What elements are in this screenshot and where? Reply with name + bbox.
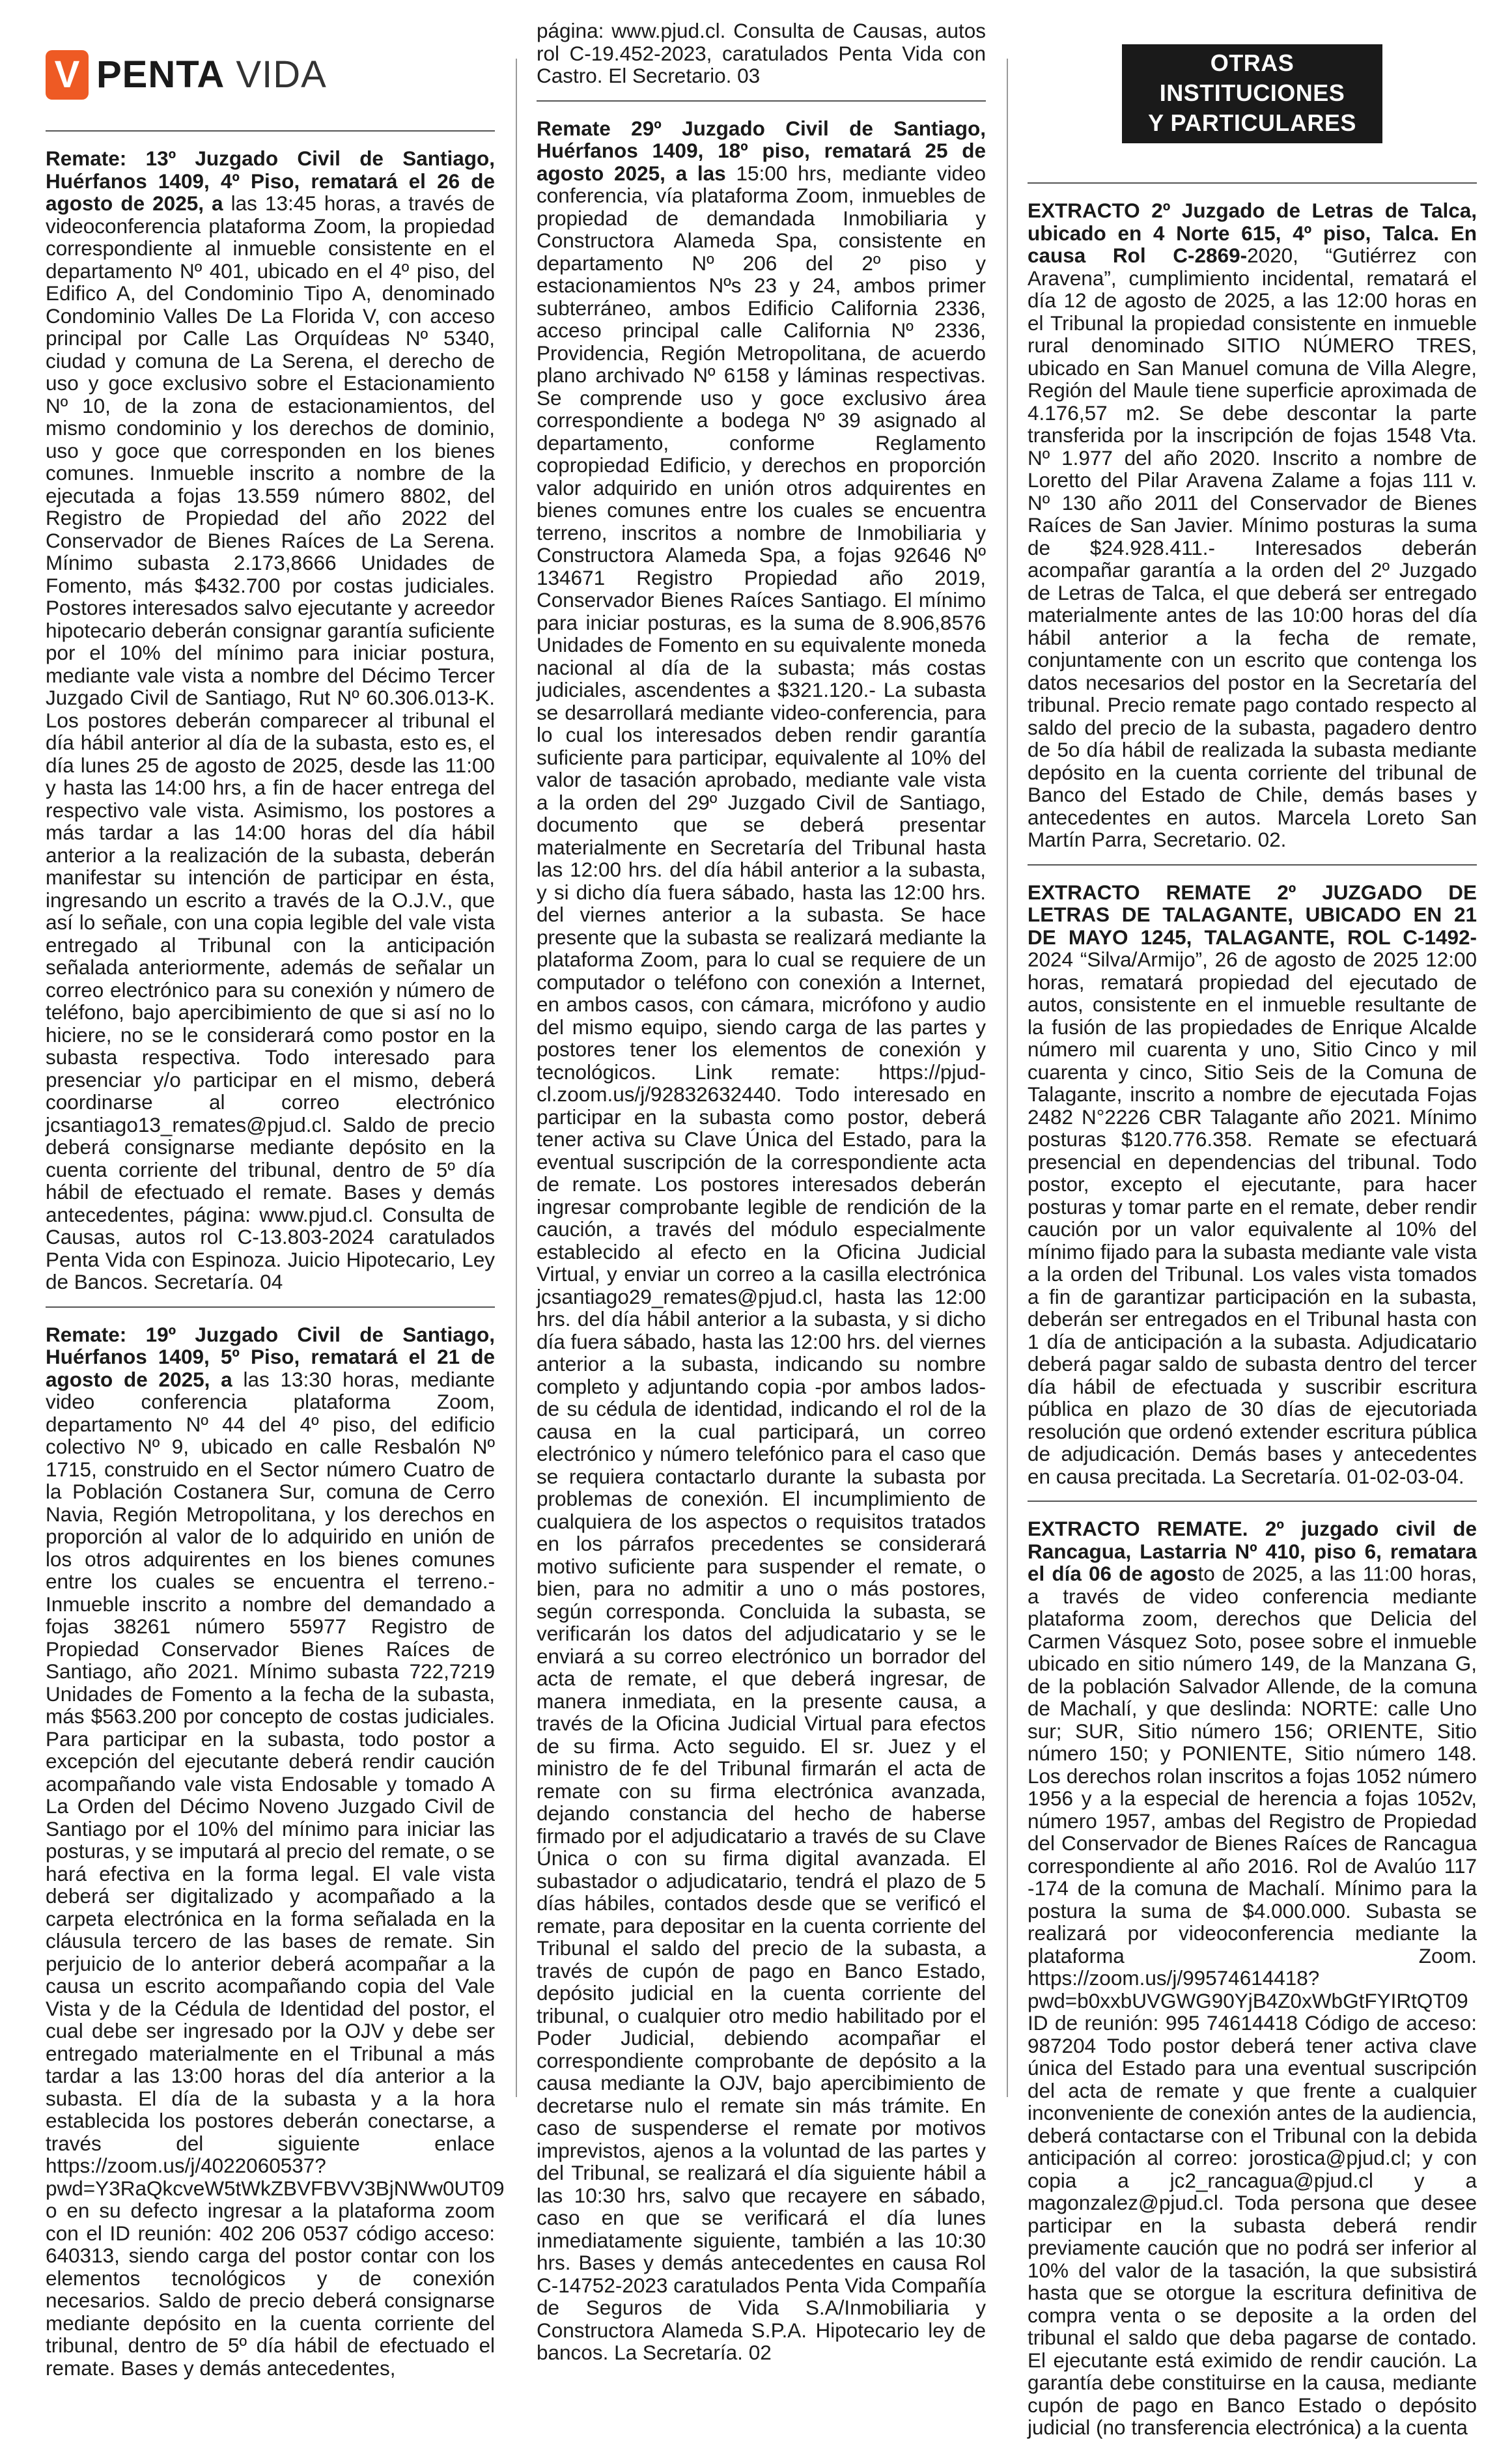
logo-wordmark: PENTA VIDA	[96, 53, 327, 96]
separator	[46, 1306, 495, 1308]
notice-remate-19-juzgado: Remate: 19º Juzgado Civil de Santiago, Huérfanos 1409, 5º Piso, rematará el 21 de agosto de 2025, a las 13:30 horas, mediante video conferencia plataforma Zoom, departamento Nº 44 del 4º piso, del edificio colectivo Nº 9, ubicado en calle Resbalón Nº 1715, construido en el Sector número Cuatro de la Población Costanera Sur, comuna de Cerro Navia, Región Metropolitana, y los derechos en proporción al valor de lo adquirido en unión de los otros adquirentes en los bienes comunes entre los cuales se encuentra el terreno.- Inmueble inscrito a nombre del demandado a fojas 38261 número 55977 Registro de Propiedad Conservador Bienes Raíces de Santiago, año 2021. Mínimo subasta 722,7219 Unidades de Fomento a la fecha de la subasta, más $563.200 por concepto de costas judiciales. Para participar en la subasta, todo postor a excepción del ejecutante deberá rendir caución acompañando vale vista Endosable y tomado A La Orden del Décimo Noveno Juzgado Civil de Santiago por el 10% del mínimo para iniciar las posturas, y se imputará al precio del remate, o se hará efectiva en la forma legal. El vale vista deberá ser digitalizado y acompañado a la carpeta electrónica en la forma señalada en la cláusula tercero de las bases de remate. Sin perjuicio de lo anterior deberá acompañar a la causa un escrito acompañando copia del Vale Vista y de la Cédula de Identidad del postor, el cual debe ser ingresado por la OJV y debe ser entregado materialmente en el Tribunal a más tardar a las 13:00 horas del día anterior a la subasta. El día de la subasta y a la hora establecida los postores deberán conectarse, a través del siguiente enlace https://zoom.us/j/4022060537?pwd=Y3RaQkcveW5tWkZBVFBVV3BjNWw0UT09 o en su defecto ingresar a la plataforma zoom con el ID reunión: 402 206 0537 código acceso: 640313, siendo carga del postor contar con los elementos tecnológicos y de conexión necesarios. Saldo de precio deberá consignarse mediante depósito en la cuenta corriente del tribunal, dentro de 5º día hábil de efectuado el remate. Bases y demás antecedentes,	[46, 1322, 505, 2380]
column-1	[46, 20, 505, 2380]
separator	[1028, 182, 1477, 184]
separator	[1028, 864, 1477, 866]
newspaper-page	[46, 19, 1477, 2439]
penta-vida-logo	[46, 46, 495, 104]
logo-v-icon: V	[46, 50, 89, 100]
notice-extracto-rancagua: EXTRACTO REMATE. 2º juzgado civil de Rancagua, Lastarria Nº 410, piso 6, rematara el día 06 de agosto de 2025, a las 11:00 horas, a través de video conferencia mediante plataforma zoom, derechos que Delicia del Carmen Vásquez Soto, posee sobre el inmueble ubicado en sitio número 149, de la Manzana G, de la población Salvador Allende, de la comuna de Machalí, y que deslinda: NORTE: calle Uno sur; SUR, Sitio número 156; ORIENTE, Sitio número 150; y PONIENTE, Sitio número 148. Los derechos rolan inscritos a fojas 1052 número 1956 y a la especial de herencia a fojas 1052v, número 1957, ambas del Registro de Propiedad del Conservador de Bienes Raíces de Rancagua correspondiente al año 2016. Rol de Avalúo 117 -174 de la comuna de Machalí. Mínimo para la postura la suma de $4.000.000. Subasta se realizará por videoconferencia mediante la plataforma Zoom. https://zoom.us/j/99574614418?pwd=b0xxbUVGWG90YjB4Z0xWbGtFYIRtQT09 ID de reunión: 995 74614418 Código de acceso: 987204 Todo postor deberá tener activa clave única del Estado para una eventual suscripción del acta de remate y que frente a cualquier inconveniente de conexión antes de la audiencia, deberá contactarse con el Tribunal con la debida anticipación al correo: jorostica@pjud.cl; y con copia a jc2_rancagua@pjud.cl y a magonzalez@pjud.cl. Toda persona que desee participar en la subasta deberá rendir previamente caución que no podrá ser inferior al 10% del valor de la tasación, la que subsistirá hasta que se otorgue la escritura definitiva de compra venta o se deposite a la orden del tribunal el saldo que deba pagarse de contado. El ejecutante está eximido de rendir caución. La garantía debe constituirse en la causa, mediante cupón de pago en Banco Estado o depósito judicial (no transferencia electrónica) a la cuenta	[1028, 1517, 1477, 2439]
notice-remate-29-juzgado: Remate 29º Juzgado Civil de Santiago, Huérfanos 1409, 18º piso, rematará 25 de agosto 2025, a las 15:00 hrs, mediante video conferencia, vía plataforma Zoom, inmuebles de propiedad de demandada Inmobiliaria y Constructora Alameda Spa, consistente en departamento Nº 206 del 2º piso y estacionamientos Nºs 23 y 24, ambos primer subterráneo, ambos Edificio California 2336, acceso principal calle California Nº 2336, Providencia, Región Metropolitana, de acuerdo plano archivado Nº 6158 y láminas respectivas. Se comprende uso y goce exclusivo área correspondiente a bodega Nº 39 asignado al departamento, conforme Reglamento copropiedad Edificio, y derechos en proporción valor adquirido en unión otros adquirentes en bienes comunes entre los cuales se encuentra terreno, inscritos a nombre de Inmobiliaria y Constructora Alameda Spa, a fojas 92646 Nº 134671 Registro Propiedad año 2019, Conservador Bienes Raíces Santiago. El mínimo para iniciar posturas, es la suma de 8.906,8576 Unidades de Fomento en su equivalente moneda nacional al día de la subasta; más costas judiciales, ascendentes a $321.120.- La subasta se desarrollará mediante video-conferencia, para lo cual los interesados deben rendir garantía suficiente para participar, equivalente al 10% del valor de tasación aprobado, mediante vale vista a la orden del 29º Juzgado Civil de Santiago, documento que se deberá presentar materialmente en Secretaría del Tribunal hasta las 12:00 hrs. del día hábil anterior a la subasta, y si dicho día fuera sábado, hasta las 12:00 hrs. del viernes anterior a la subasta. Se hace presente que la subasta se realizará mediante la plataforma Zoom, para lo cual se requiere de un computador o teléfono con conexión a Internet, en ambos casos, con cámara, micrófono y audio del mismo equipo, siendo carga de las partes y postores tener los elementos de conexión y tecnológicos. Link remate: https://pjud-cl.zoom.us/j/92832632440. Todo interesado en participar en la subasta como postor, deberá tener activa su Clave Única del Estado, para la eventual suscripción de la correspondiente acta de remate. Los postores interesados deberán ingresar comprobante legible de rendición de la caución, a través del módulo especialmente establecido al efecto en la Oficina Judicial Virtual, y enviar un correo a la casilla electrónica jcsantiago29_remates@pjud.cl, hasta las 12:00 hrs. del día hábil anterior a la subasta, y si dicho día fuera sábado, hasta las 12:00 hrs. del viernes anterior a la subasta, indicando su nombre completo y adjuntando copia -por ambos lados- de su cédula de identidad, indicando el rol de la causa en la cual participará, un correo electrónico y número telefónico para el caso que se requiera contactarlo durante la subasta por problemas de conexión. El incumplimiento de cualquiera de los aspectos o requisitos tratados en los párrafos precedentes se considerará motivo suficiente para suspender el remate, o bien, para no admitir a uno o más postores, según corresponda. Concluida la subasta, se verificarán los datos del adjudicatario y se le enviará a su correo electrónico un borrador del acta de remate, el que deberá ingresar, de manera inmediata, en la presente causa, a través de la Oficina Judicial Virtual para efectos de su firma. Acto seguido. El sr. Juez y el ministro de fe del Tribunal firmarán el acta de remate con su firma electrónica avanzada, dejando constancia del hecho de haberse firmado por el adjudicatario a través de su Clave Única o con su firma digital avanzada. El subastador o adjudicatario, tendrá el plazo de 5 días hábiles, contados desde que se verificó el remate, para depositar en la cuenta corriente del Tribunal el saldo del precio de la subasta, a través de cupón de pago en Banco Estado, depósito judicial en la cuenta corriente del tribunal, o cualquier otro medio habilitado por el Poder Judicial, debiendo acompañar el correspondiente comprobante de depósito a la causa mediante la OJV, bajo apercibimiento de decretarse nulo el remate sin más trámite. En caso de suspenderse el remate por motivos imprevistos, ajenos a la voluntad de las partes y del Tribunal, se realizará el día siguiente hábil a las 10:30 hrs, salvo que recayere en sábado, caso en que se verificará el día lunes inmediatamente siguiente, también a las 10:30 hrs. Bases y demás antecedentes en causa Rol C-14752-2023 caratulados Penta Vida Compañía de Seguros de Vida S.A/Inmobiliaria y Constructora Alameda S.P.A. Hipotecario ley de bancos. La Secretaría. 02	[537, 116, 986, 2364]
notice-extracto-talagante: EXTRACTO REMATE 2º JUZGADO DE LETRAS DE TALAGANTE, UBICADO EN 21 DE MAYO 1245, TALAGANTE, ROL C-1492-2024 “Silva/Armijo”, 26 de agosto de 2025 12:00 horas, rematará propiedad del ejecutado de autos, consistente en el inmueble resultante de la fusión de las propiedades de Enrique Alcalde número mil cuarenta y uno, Sitio Cinco y mil cuarenta y cinco, Sitio Seis de la Comuna de Talagante, inscrito a nombre de ejecutada Fojas 2482 N°2226 CBR Talagante año 2021. Mínimo posturas $120.776.358. Remate se efectuará presencial en dependencias del tribunal. Todo postor, excepto el ejecutante, para hacer posturas y tomar parte en el remate, deber rendir caución por un valor equivalente al 10% del mínimo fijado para la subasta mediante vale vista a la orden del Tribunal. Los vales vista tomados a fin de garantizar participación en la subasta, deberán ser entregados en el Tribunal hasta con 1 día de anticipación a la subasta. Adjudicatario deberá pagar saldo de subasta dentro del tercer día hábil de efectuada y suscribir escritura pública en plazo de 30 días de ejecutoriada resolución que ordenó extender escritura pública de adjudicación. Demás bases y antecedentes en causa precitada. La Secretaría. 01-02-03-04.	[1028, 880, 1477, 1488]
notice-remate-13-juzgado: Remate: 13º Juzgado Civil de Santiago, Huérfanos 1409, 4º Piso, rematará el 26 de agosto de 2025, a las 13:45 horas, a través de videoconferencia plataforma Zoom, la propiedad correspondiente al inmueble consistente en el departamento Nº 401, ubicado en el 4º piso, del Edifico A, del Condominio Tipo A, denominado Condominio Valles De La Florida V, con acceso principal por Calle Las Orquídeas Nº 5340, ciudad y comuna de La Serena, el derecho de uso y goce exclusivo sobre el Estacionamiento Nº 10, de la zona de estacionamientos, del mismo condominio y los derechos de dominio, uso y goce que corresponden en los bienes comunes. Inmueble inscrito a nombre de la ejecutada a fojas 13.559 número 8802, del Registro de Propiedad del año 2022 del Conservador de Bienes Raíces de La Serena. Mínimo subasta 2.173,8666 Unidades de Fomento, más $432.700 por costas judiciales. Postores interesados salvo ejecutante y acreedor hipotecario deberán consignar garantía suficiente por el 10% del mínimo para iniciar postura, mediante vale vista a nombre del Décimo Tercer Juzgado Civil de Santiago, Rut Nº 60.306.013-K. Los postores deberán comparecer al tribunal el día hábil anterior al día de la subasta, esto es, el día lunes 25 de agosto de 2025, desde las 11:00 y hasta las 14:00 hrs, a fin de hacer entrega del respectivo vale vista. Asimismo, los postores a más tardar a las 14:00 horas del día hábil anterior a la realización de la subasta, deberán manifestar su intención de participar en ésta, ingresando un escrito a través de la O.J.V., que así lo señale, con una copia legible del vale vista entregado al Tribunal con la anticipación señalada anteriormente, además de señalar un correo electrónico para su conexión y número de teléfono, bajo apercibimiento de que si así no lo hiciere, no se le considerará como postor en la subasta respectiva. Todo interesado para presenciar y/o participar en el mismo, deberá coordinarse al correo electrónico jcsantiago13_remates@pjud.cl. Saldo de precio deberá consignarse mediante depósito en la cuenta corriente del tribunal, dentro de 5º día hábil de efectuado el remate. Bases y demás antecedentes, página: www.pjud.cl. Consulta de Causas, autos rol C-13.803-2024 caratulados Penta Vida con Espinoza. Juicio Hipotecario, Ley de Bancos. Secretaría. 04	[46, 147, 495, 1293]
column-2	[537, 19, 986, 2364]
column-3	[1028, 20, 1477, 2439]
section-header: OTRAS INSTITUCIONES Y PARTICULARES	[1122, 44, 1382, 143]
notice-extracto-talca: EXTRACTO 2º Juzgado de Letras de Talca, ubicado en 4 Norte 615, 4º piso, Talca. En causa Rol C-2869-2020, “Gutiérrez con Aravena”, cumplimiento incidental, rematará el día 12 de agosto de 2025, a las 12:00 horas en el Tribunal la propiedad consistente en inmueble rural denominado SITIO NÚMERO TRES, ubicado en San Manuel comuna de Villa Alegre, Región del Maule tiene superficie aproximada de 4.176,57 m2. Se debe descontar la parte transferida por la inscripción de fojas 1548 Vta. Nº 1.977 del año 2020. Inscrito a nombre de Loretto del Pilar Aravena Zalame a fojas 111 v. Nº 130 año 2011 del Conservador de Bienes Raíces de San Javier. Mínimo posturas la suma de $24.928.411.- Interesados deberán acompañar garantía a la orden del 2º Juzgado de Letras de Talca, el que deberá ser entregado materialmente antes de las 10:00 horas del día hábil anterior a la fecha de remate, conjuntamente con un escrito que contenga los datos necesarios del postor en la Secretaría del tribunal. Precio remate pago contado respecto al saldo del precio de la subasta, pagadero dentro de 5o día hábil de realizada la subasta mediante depósito en la cuenta corriente del tribunal de Banco del Estado de Chile, demás bases y antecedentes en autos. Marcela Loreto San Martín Parra, Secretario. 02.	[1028, 199, 1477, 851]
column-divider-2	[1007, 59, 1008, 2097]
notice-continuation: página: www.pjud.cl. Consulta de Causas, autos rol C-19.452-2023, caratulados Penta Vida con Castro. El Secretario. 03	[537, 19, 986, 87]
separator	[1028, 1501, 1477, 1502]
separator	[46, 130, 495, 132]
column-divider-1	[516, 59, 517, 2097]
separator	[537, 100, 986, 102]
